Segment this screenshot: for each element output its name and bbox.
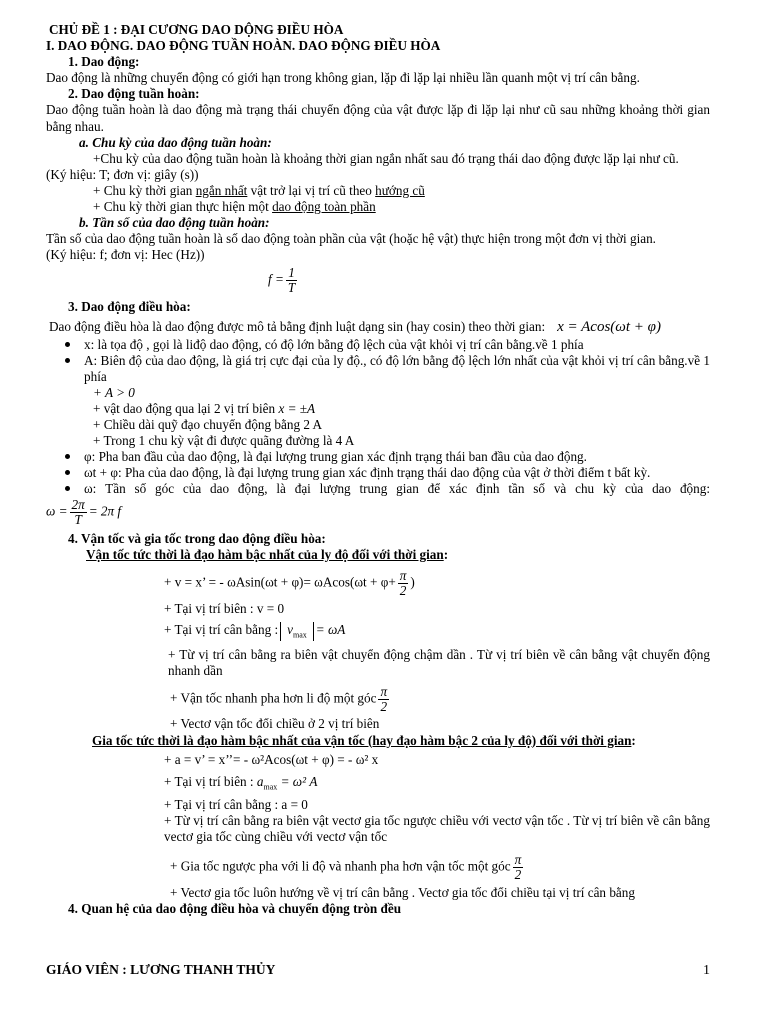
formula-omega bbox=[46, 498, 710, 527]
formula-text: = ω² A bbox=[277, 773, 318, 789]
absolute-value bbox=[280, 622, 314, 640]
velocity-at-equilibrium bbox=[46, 622, 710, 640]
velocity-phase-note bbox=[46, 685, 710, 714]
symbol: a bbox=[256, 773, 264, 789]
fraction bbox=[398, 569, 409, 598]
underlined-text: Vận tốc tức thời là đạo hàm bậc nhất của ly độ đối với thời gian bbox=[86, 547, 444, 563]
formula-a-positive: + A > 0 bbox=[93, 384, 135, 400]
numerator: 2π bbox=[71, 497, 85, 513]
text-fragment: + Gia tốc ngược pha với li độ và nhanh pha hơn vận tốc một góc bbox=[170, 858, 511, 874]
chu-ky-symbol: (Ký hiệu: T; đơn vị: giây (s)) bbox=[46, 166, 199, 182]
text-fragment: : bbox=[443, 547, 449, 563]
paragraph-dao-dong-tuan-hoan: Dao động tuần hoàn là dao động mà trạng thái chuyển động của vật được lặp đi lặp lại như cũ sau những khoảng thời gian bằng nhau. bbox=[46, 102, 710, 134]
acceleration-vector-note: + Vectơ gia tốc luôn hướng về vị trí cân bằng . Vectơ gia tốc đổi chiều tại vị trí cân bằng bbox=[170, 885, 635, 901]
amplitude-note-3: + Chiều dài quỹ đạo chuyển động bằng 2 A bbox=[93, 416, 323, 432]
formula-text: + v = x’ = - ωAsin(ωt + φ)= ωAcos(ωt + φ+ bbox=[164, 574, 396, 590]
acceleration-direction-note: + Từ vị trí cân bằng ra biên vật vectơ gia tốc ngược chiều với vectơ vận tốc . Từ vị trí biên về cân bằng vectơ gia tốc cùng chiều với vectơ vận tốc bbox=[164, 813, 710, 845]
dieu-hoa-definition bbox=[46, 318, 710, 336]
heading-van-toc-gia-toc: 4. Vận tốc và gia tốc trong dao động điều hòa: bbox=[68, 531, 326, 547]
text-fragment: + Chu kỳ thời gian thực hiện một bbox=[93, 199, 273, 215]
heading-van-toc bbox=[46, 547, 710, 563]
page-footer bbox=[46, 962, 710, 979]
formula-bounds: x = ±A bbox=[278, 400, 316, 416]
amplitude-note-1 bbox=[46, 385, 710, 401]
formula-lhs: f = bbox=[268, 271, 284, 287]
amplitude-note-4: + Trong 1 chu kỳ vật đi được quãng đường là 4 A bbox=[93, 433, 355, 449]
velocity-motion-note: + Từ vị trí cân bằng ra biên vật chuyển động chậm dần . Từ vị trí biên về cân bằng vật chuyển động nhanh dần bbox=[168, 646, 710, 678]
denominator: 2 bbox=[399, 583, 407, 599]
subscript: max bbox=[263, 782, 278, 792]
heading-gia-toc bbox=[46, 733, 710, 749]
formula-lhs: ω = bbox=[46, 503, 68, 519]
bullet-x: x: là tọa độ , gọi là liđộ dao động, có độ lớn bằng độ lệch của vật khỏi vị trí cân bằng.về 1 phía bbox=[46, 337, 710, 353]
acceleration-phase-note bbox=[46, 853, 710, 882]
heading-dao-dong-tuan-hoan: 2. Dao động tuần hoàn: bbox=[68, 86, 200, 102]
heading-dao-dong-dieu-hoa: 3. Dao động điều hòa: bbox=[68, 299, 191, 315]
underlined-text: hướng cũ bbox=[375, 182, 425, 198]
formula-acceleration: + a = v’ = x’’= - ω²Acos(ωt + φ) = - ω² x bbox=[164, 751, 379, 767]
text-fragment: + Tại vị trí biên : bbox=[164, 773, 257, 789]
subscript: max bbox=[293, 630, 307, 640]
formula-position: x = Acos(ωt + φ) bbox=[557, 319, 661, 336]
heading-quan-he: 4. Quan hệ của dao động điều hòa và chuyển động tròn đều bbox=[68, 901, 402, 917]
formula-velocity bbox=[46, 569, 710, 598]
denominator: T bbox=[74, 512, 82, 528]
numerator: π bbox=[514, 852, 522, 868]
bullet-phase: ωt + φ: Pha của dao động, là đại lượng trung gian xác định trạng thái dao động của vật ở thời điểm t bất kỳ. bbox=[46, 465, 710, 481]
velocity-at-edge: + Tại vị trí biên : v = 0 bbox=[164, 601, 285, 617]
numerator: π bbox=[380, 683, 388, 699]
amplitude-note-2 bbox=[46, 401, 710, 417]
acceleration-at-edge bbox=[46, 774, 710, 792]
text-fragment: + vật dao động qua lại 2 vị trí biên bbox=[93, 400, 279, 416]
heading-tan-so: b. Tần số của dao động tuần hoàn: bbox=[79, 215, 270, 231]
underlined-text: dao động toàn phần bbox=[272, 199, 376, 215]
denominator: T bbox=[287, 280, 296, 296]
paragraph-dao-dong: Dao động là những chuyển động có giới hạn trong không gian, lặp đi lặp lại nhiều lần quanh một vị trí cân bằng. bbox=[46, 70, 640, 86]
velocity-direction-note: + Vectơ vận tốc đổi chiều ở 2 vị trí biên bbox=[170, 716, 380, 732]
numerator: 1 bbox=[286, 266, 297, 281]
text-fragment: Dao động điều hòa là dao động được mô tả bằng định luật dạng sin (hay cosin) theo thời gian: bbox=[49, 319, 546, 335]
heading-chu-ky: a. Chu kỳ của dao động tuần hoàn: bbox=[79, 134, 272, 150]
chu-ky-definition: +Chu kỳ của dao động tuần hoàn là khoảng thời gian ngắn nhất sau đó trạng thái dao động được lặp lại như cũ. bbox=[93, 150, 679, 166]
underlined-text: Gia tốc tức thời là đạo hàm bậc nhất của vận tốc (hay đạo hàm bậc 2 của ly độ) đối với thời gian bbox=[92, 732, 632, 748]
text-fragment: vật trở lại vị trí cũ theo bbox=[247, 182, 376, 198]
heading-dao-dong: 1. Dao động: bbox=[68, 54, 140, 70]
bullet-omega: ω: Tần số góc của dao động, là đại lượng trung gian để xác định tần số và chu kỳ của dao động: bbox=[46, 481, 710, 497]
topic-title: CHỦ ĐỀ 1 : ĐẠI CƯƠNG DAO DỘNG ĐIỀU HÒA bbox=[49, 22, 344, 37]
denominator: 2 bbox=[380, 698, 388, 714]
chu-ky-note-2 bbox=[46, 199, 710, 215]
formula-rhs: = 2π f bbox=[88, 503, 122, 519]
tan-so-definition: Tần số của dao động tuần hoàn là số dao động toàn phần của vật (hoặc hệ vật) thực hiện trong một đơn vị thời gian. bbox=[46, 231, 656, 247]
symbol: v bbox=[287, 622, 293, 638]
fraction bbox=[378, 685, 389, 714]
fraction bbox=[513, 853, 524, 882]
section-heading: I. DAO ĐỘNG. DAO ĐỘNG TUẦN HOÀN. DAO ĐỘNG ĐIỀU HÒA bbox=[46, 38, 441, 54]
formula-text: = ωA bbox=[315, 622, 346, 638]
fraction bbox=[286, 266, 297, 295]
acceleration-at-equilibrium: + Tại vị trí cân bằng : a = 0 bbox=[164, 797, 308, 813]
bullet-phi: φ: Pha ban đầu của dao động, là đại lượng trung gian xác định trạng thái ban đầu của dao động. bbox=[46, 449, 710, 465]
underlined-text: ngắn nhất bbox=[195, 182, 248, 198]
text-fragment: + Vận tốc nhanh pha hơn li độ một góc bbox=[170, 690, 377, 706]
text-fragment: + Tại vị trí cân bằng : bbox=[164, 622, 279, 638]
formula-text: ) bbox=[410, 574, 415, 590]
bullet-a: A: Biên độ của dao động, là giá trị cực đại của ly độ., có độ lớn bằng độ lệch lớn nhất của vật khỏi vị trí cân bằng.về 1 phía bbox=[46, 353, 710, 385]
numerator: π bbox=[399, 568, 407, 584]
text-fragment: : bbox=[631, 732, 636, 748]
tan-so-symbol: (Ký hiệu: f; đơn vị: Hec (Hz)) bbox=[46, 247, 205, 263]
footer-author: GIÁO VIÊN : LƯƠNG THANH THỦY bbox=[46, 962, 276, 977]
denominator: 2 bbox=[514, 867, 522, 883]
formula-frequency bbox=[46, 266, 710, 295]
text-fragment: + Chu kỳ thời gian bbox=[93, 182, 196, 198]
chu-ky-note-1 bbox=[46, 183, 710, 199]
fraction bbox=[70, 498, 87, 527]
page-number: 1 bbox=[703, 963, 710, 978]
